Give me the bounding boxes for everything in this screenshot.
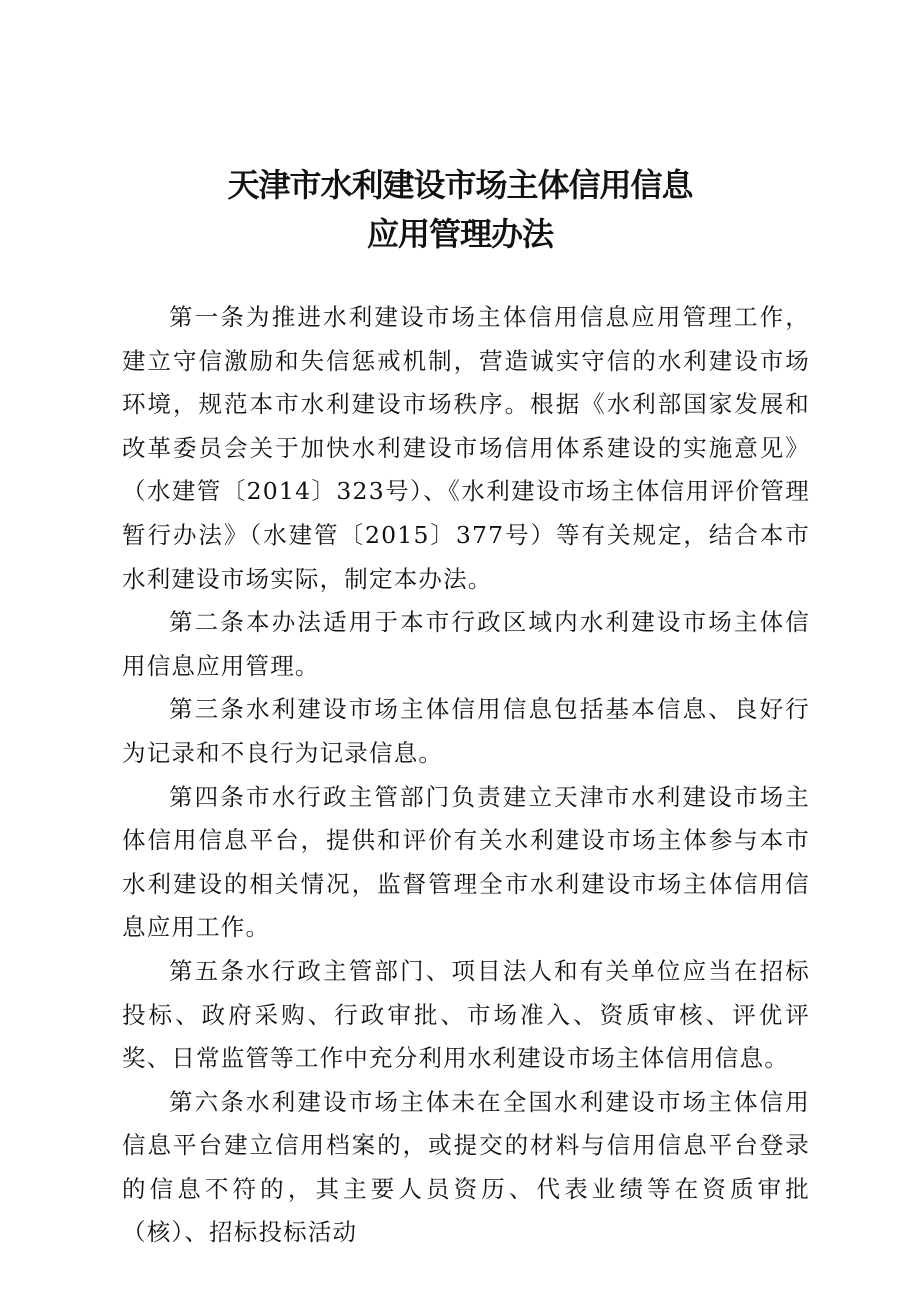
- document-title-line-2: 应用管理办法: [366, 215, 553, 253]
- document-title-line-1: 天津市水利建设市场主体信用信息: [227, 166, 693, 204]
- article-4-paragraph: 第四条市水行政主管部门负责建立天津市水利建设市场主体信用信息平台，提供和评价有关水利建设市场主体参与本市水利建设的相关情况，监督管理全市水利建设市场主体信用信息应用工作。: [122, 782, 810, 942]
- article-2-paragraph: 第二条本办法适用于本市行政区域内水利建设市场主体信用信息应用管理。: [122, 608, 810, 680]
- article-5-paragraph: 第五条水行政主管部门、项目法人和有关单位应当在招标投标、政府采购、行政审批、市场准入、资质审核、评优评奖、日常监管等工作中充分利用水利建设市场主体信用信息。: [122, 956, 810, 1073]
- article-6-paragraph: 第六条水利建设市场主体未在全国水利建设市场主体信用信息平台建立信用档案的，或提交的材料与信用信息平台登录的信息不符的，其主要人员资历、代表业绩等在资质审批（核）、招标投标活动: [122, 1087, 810, 1247]
- article-1-paragraph: 第一条为推进水利建设市场主体信用信息应用管理工作，建立守信激励和失信惩戒机制，营造诚实守信的水利建设市场环境，规范本市水利建设市场秩序。根据《水利部国家发展和改革委员会关于加快水利建设市场信用体系建设的实施意见》（水建管〔2014〕323号）、《水利建设市场主体信用评价管理暂行办法》（水建管〔2015〕377号）等有关规定，结合本市水利建设市场实际，制定本办法。: [122, 303, 810, 593]
- document-body: [122, 296, 810, 1255]
- article-3-paragraph: 第三条水利建设市场主体信用信息包括基本信息、良好行为记录和不良行为记录信息。: [122, 695, 810, 767]
